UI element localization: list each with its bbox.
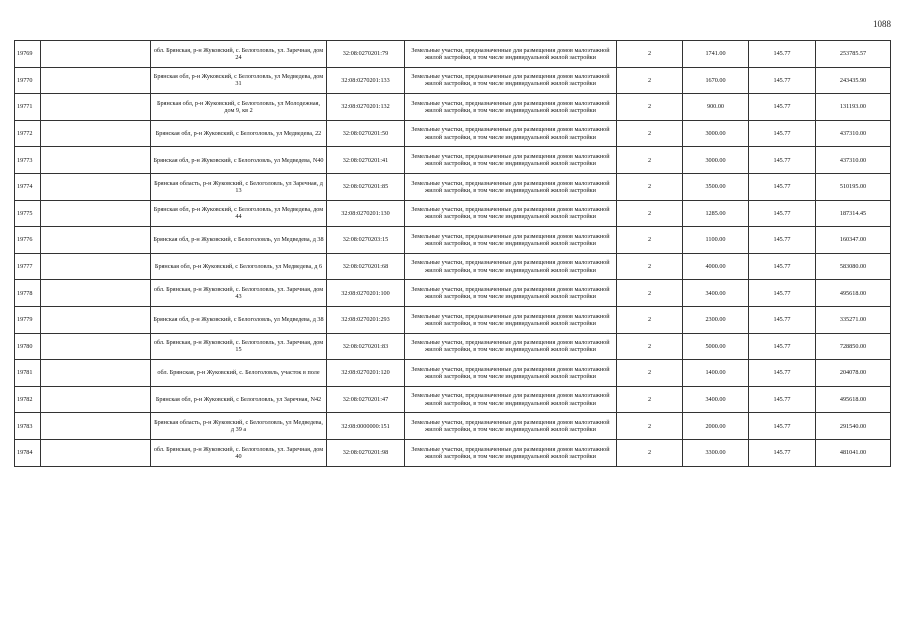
- cadastral-number-cell: 32:08:0270201:133: [327, 67, 405, 94]
- rate-cell: 145.77: [749, 94, 816, 121]
- permitted-use-cell: Земельные участки, предназначенные для размещения домов малоэтажной жилой застройки, в том числе индивидуальной жилой застройки: [405, 227, 617, 254]
- address-cell: Брянская обл, р-н Жуковский, с Белоголовль, ул Медведева, дом 44: [151, 200, 327, 227]
- area-cell: 2300.00: [683, 306, 749, 333]
- category-cell: 2: [617, 94, 683, 121]
- category-cell: 2: [617, 173, 683, 200]
- area-cell: 3000.00: [683, 120, 749, 147]
- empty-cell: [41, 120, 151, 147]
- row-number-cell: 19774: [15, 173, 41, 200]
- cadastral-value-cell: 437310.00: [816, 147, 891, 174]
- row-number-cell: 19784: [15, 439, 41, 466]
- row-number-cell: 19782: [15, 386, 41, 413]
- area-cell: 2000.00: [683, 413, 749, 440]
- category-cell: 2: [617, 413, 683, 440]
- area-cell: 4000.00: [683, 253, 749, 280]
- cadastral-number-cell: 32:08:0270203:15: [327, 227, 405, 254]
- rate-cell: 145.77: [749, 306, 816, 333]
- permitted-use-cell: Земельные участки, предназначенные для размещения домов малоэтажной жилой застройки, в том числе индивидуальной жилой застройки: [405, 200, 617, 227]
- empty-cell: [41, 439, 151, 466]
- row-number-cell: 19770: [15, 67, 41, 94]
- area-cell: 1100.00: [683, 227, 749, 254]
- row-number-cell: 19777: [15, 253, 41, 280]
- category-cell: 2: [617, 360, 683, 387]
- row-number-cell: 19780: [15, 333, 41, 360]
- cadastral-number-cell: 32:08:0270201:85: [327, 173, 405, 200]
- cadastral-number-cell: 32:08:0270201:83: [327, 333, 405, 360]
- cadastral-number-cell: 32:08:0270201:293: [327, 306, 405, 333]
- empty-cell: [41, 94, 151, 121]
- permitted-use-cell: Земельные участки, предназначенные для размещения домов малоэтажной жилой застройки, в том числе индивидуальной жилой застройки: [405, 94, 617, 121]
- table-row: [15, 360, 891, 387]
- empty-cell: [41, 200, 151, 227]
- address-cell: Брянская обл, р-н Жуковский, с Белоголовль, ул Медведева, д 38: [151, 227, 327, 254]
- cadastral-value-cell: 583080.00: [816, 253, 891, 280]
- address-cell: обл. Брянская, р-н Жуковский, с. Белоголовль, ул. Заречная, дом 24: [151, 41, 327, 68]
- table-body: [15, 41, 891, 467]
- cadastral-value-cell: 728850.00: [816, 333, 891, 360]
- cadastral-value-cell: 495618.00: [816, 386, 891, 413]
- rate-cell: 145.77: [749, 439, 816, 466]
- cadastral-value-cell: 187314.45: [816, 200, 891, 227]
- empty-cell: [41, 173, 151, 200]
- area-cell: 3000.00: [683, 147, 749, 174]
- rate-cell: 145.77: [749, 120, 816, 147]
- area-cell: 900.00: [683, 94, 749, 121]
- cadastral-number-cell: 32:08:0270201:100: [327, 280, 405, 307]
- category-cell: 2: [617, 280, 683, 307]
- rate-cell: 145.77: [749, 333, 816, 360]
- area-cell: 1741.00: [683, 41, 749, 68]
- table-row: [15, 147, 891, 174]
- permitted-use-cell: Земельные участки, предназначенные для размещения домов малоэтажной жилой застройки, в том числе индивидуальной жилой застройки: [405, 386, 617, 413]
- permitted-use-cell: Земельные участки, предназначенные для размещения домов малоэтажной жилой застройки, в том числе индивидуальной жилой застройки: [405, 413, 617, 440]
- table-row: [15, 67, 891, 94]
- permitted-use-cell: Земельные участки, предназначенные для размещения домов малоэтажной жилой застройки, в том числе индивидуальной жилой застройки: [405, 439, 617, 466]
- table-row: [15, 227, 891, 254]
- permitted-use-cell: Земельные участки, предназначенные для размещения домов малоэтажной жилой застройки, в том числе индивидуальной жилой застройки: [405, 120, 617, 147]
- empty-cell: [41, 147, 151, 174]
- cadastral-value-cell: 495618.00: [816, 280, 891, 307]
- cadastral-number-cell: 32:08:0270201:41: [327, 147, 405, 174]
- rate-cell: 145.77: [749, 413, 816, 440]
- cadastral-number-cell: 32:08:0270201:79: [327, 41, 405, 68]
- category-cell: 2: [617, 200, 683, 227]
- empty-cell: [41, 386, 151, 413]
- table-row: [15, 200, 891, 227]
- empty-cell: [41, 41, 151, 68]
- cadastral-number-cell: 32:08:0000000:151: [327, 413, 405, 440]
- rate-cell: 145.77: [749, 360, 816, 387]
- area-cell: 1285.00: [683, 200, 749, 227]
- category-cell: 2: [617, 41, 683, 68]
- table-row: [15, 306, 891, 333]
- cadastral-value-cell: 243435.90: [816, 67, 891, 94]
- area-cell: 3500.00: [683, 173, 749, 200]
- area-cell: 1670.00: [683, 67, 749, 94]
- row-number-cell: 19776: [15, 227, 41, 254]
- rate-cell: 145.77: [749, 386, 816, 413]
- category-cell: 2: [617, 386, 683, 413]
- row-number-cell: 19778: [15, 280, 41, 307]
- rate-cell: 145.77: [749, 253, 816, 280]
- table-row: [15, 41, 891, 68]
- land-registry-table: [14, 40, 891, 467]
- table-row: [15, 439, 891, 466]
- area-cell: 5000.00: [683, 333, 749, 360]
- address-cell: обл. Брянская, р-н Жуковский, с. Белоголовль, ул. Заречная, дом 40: [151, 439, 327, 466]
- address-cell: Брянская обл, р-н Жуковский, с Белоголовль, ул Медведева, д 38: [151, 306, 327, 333]
- cadastral-number-cell: 32:08:0270201:120: [327, 360, 405, 387]
- row-number-cell: 19779: [15, 306, 41, 333]
- rate-cell: 145.77: [749, 280, 816, 307]
- address-cell: обл. Брянская, р-н Жуковский, с. Белоголовль, участок в поле: [151, 360, 327, 387]
- permitted-use-cell: Земельные участки, предназначенные для размещения домов малоэтажной жилой застройки, в том числе индивидуальной жилой застройки: [405, 280, 617, 307]
- cadastral-number-cell: 32:08:0270201:132: [327, 94, 405, 121]
- permitted-use-cell: Земельные участки, предназначенные для размещения домов малоэтажной жилой застройки, в том числе индивидуальной жилой застройки: [405, 147, 617, 174]
- table-row: [15, 173, 891, 200]
- empty-cell: [41, 306, 151, 333]
- area-cell: 3300.00: [683, 439, 749, 466]
- empty-cell: [41, 67, 151, 94]
- cadastral-value-cell: 253785.57: [816, 41, 891, 68]
- cadastral-value-cell: 131193.00: [816, 94, 891, 121]
- cadastral-value-cell: 481041.00: [816, 439, 891, 466]
- cadastral-value-cell: 291540.00: [816, 413, 891, 440]
- rate-cell: 145.77: [749, 67, 816, 94]
- address-cell: Брянская обл, р-н Жуковский, с Белоголовль, ул Медведева, дом 31: [151, 67, 327, 94]
- rate-cell: 145.77: [749, 227, 816, 254]
- address-cell: обл. Брянская, р-н Жуковский, с. Белоголовль, ул. Заречная, дом 15: [151, 333, 327, 360]
- permitted-use-cell: Земельные участки, предназначенные для размещения домов малоэтажной жилой застройки, в том числе индивидуальной жилой застройки: [405, 173, 617, 200]
- area-cell: 3400.00: [683, 280, 749, 307]
- permitted-use-cell: Земельные участки, предназначенные для размещения домов малоэтажной жилой застройки, в том числе индивидуальной жилой застройки: [405, 253, 617, 280]
- empty-cell: [41, 413, 151, 440]
- rate-cell: 145.77: [749, 41, 816, 68]
- row-number-cell: 19771: [15, 94, 41, 121]
- rate-cell: 145.77: [749, 147, 816, 174]
- area-cell: 3400.00: [683, 386, 749, 413]
- address-cell: Брянская обл, р-н Жуковский, с Белоголовль, ул Медведева, N40: [151, 147, 327, 174]
- category-cell: 2: [617, 306, 683, 333]
- empty-cell: [41, 360, 151, 387]
- cadastral-number-cell: 32:08:0270201:68: [327, 253, 405, 280]
- empty-cell: [41, 280, 151, 307]
- address-cell: Брянская обл, р-н Жуковский, с Белоголовль, ул Медведева, 22: [151, 120, 327, 147]
- row-number-cell: 19769: [15, 41, 41, 68]
- category-cell: 2: [617, 67, 683, 94]
- cadastral-value-cell: 204078.00: [816, 360, 891, 387]
- page-number: 1088: [873, 19, 891, 29]
- category-cell: 2: [617, 227, 683, 254]
- area-cell: 1400.00: [683, 360, 749, 387]
- row-number-cell: 19783: [15, 413, 41, 440]
- category-cell: 2: [617, 253, 683, 280]
- address-cell: Брянская обл, р-н Жуковский, с Белоголовль, ул Заречная, N42: [151, 386, 327, 413]
- permitted-use-cell: Земельные участки, предназначенные для размещения домов малоэтажной жилой застройки, в том числе индивидуальной жилой застройки: [405, 333, 617, 360]
- table-row: [15, 280, 891, 307]
- row-number-cell: 19773: [15, 147, 41, 174]
- table-row: [15, 253, 891, 280]
- table-row: [15, 386, 891, 413]
- category-cell: 2: [617, 439, 683, 466]
- address-cell: Брянская область, р-н Жуковский, с Белоголовль, ул Медведева, д 39 а: [151, 413, 327, 440]
- permitted-use-cell: Земельные участки, предназначенные для размещения домов малоэтажной жилой застройки, в том числе индивидуальной жилой застройки: [405, 360, 617, 387]
- category-cell: 2: [617, 333, 683, 360]
- cadastral-number-cell: 32:08:0270201:47: [327, 386, 405, 413]
- table-row: [15, 94, 891, 121]
- permitted-use-cell: Земельные участки, предназначенные для размещения домов малоэтажной жилой застройки, в том числе индивидуальной жилой застройки: [405, 306, 617, 333]
- address-cell: Брянская область, р-н Жуковский, с Белоголовль, ул Заречная, д 13: [151, 173, 327, 200]
- empty-cell: [41, 227, 151, 254]
- table-row: [15, 333, 891, 360]
- cadastral-number-cell: 32:08:0270201:50: [327, 120, 405, 147]
- empty-cell: [41, 333, 151, 360]
- cadastral-value-cell: 437310.00: [816, 120, 891, 147]
- category-cell: 2: [617, 120, 683, 147]
- row-number-cell: 19781: [15, 360, 41, 387]
- table-row: [15, 120, 891, 147]
- category-cell: 2: [617, 147, 683, 174]
- cadastral-number-cell: 32:08:0270201:98: [327, 439, 405, 466]
- row-number-cell: 19775: [15, 200, 41, 227]
- permitted-use-cell: Земельные участки, предназначенные для размещения домов малоэтажной жилой застройки, в том числе индивидуальной жилой застройки: [405, 67, 617, 94]
- cadastral-value-cell: 160347.00: [816, 227, 891, 254]
- address-cell: обл. Брянская, р-н Жуковский, с. Белоголовль, ул. Заречная, дом 43: [151, 280, 327, 307]
- row-number-cell: 19772: [15, 120, 41, 147]
- cadastral-number-cell: 32:08:0270201:130: [327, 200, 405, 227]
- cadastral-value-cell: 335271.00: [816, 306, 891, 333]
- address-cell: Брянская обл, р-н Жуковский, с Белоголовль, ул Молодежная, дом 9, кв 2: [151, 94, 327, 121]
- empty-cell: [41, 253, 151, 280]
- table-row: [15, 413, 891, 440]
- rate-cell: 145.77: [749, 200, 816, 227]
- cadastral-value-cell: 510195.00: [816, 173, 891, 200]
- rate-cell: 145.77: [749, 173, 816, 200]
- permitted-use-cell: Земельные участки, предназначенные для размещения домов малоэтажной жилой застройки, в том числе индивидуальной жилой застройки: [405, 41, 617, 68]
- address-cell: Брянская обл, р-н Жуковский, с Белоголовль, ул Медведева, д 6: [151, 253, 327, 280]
